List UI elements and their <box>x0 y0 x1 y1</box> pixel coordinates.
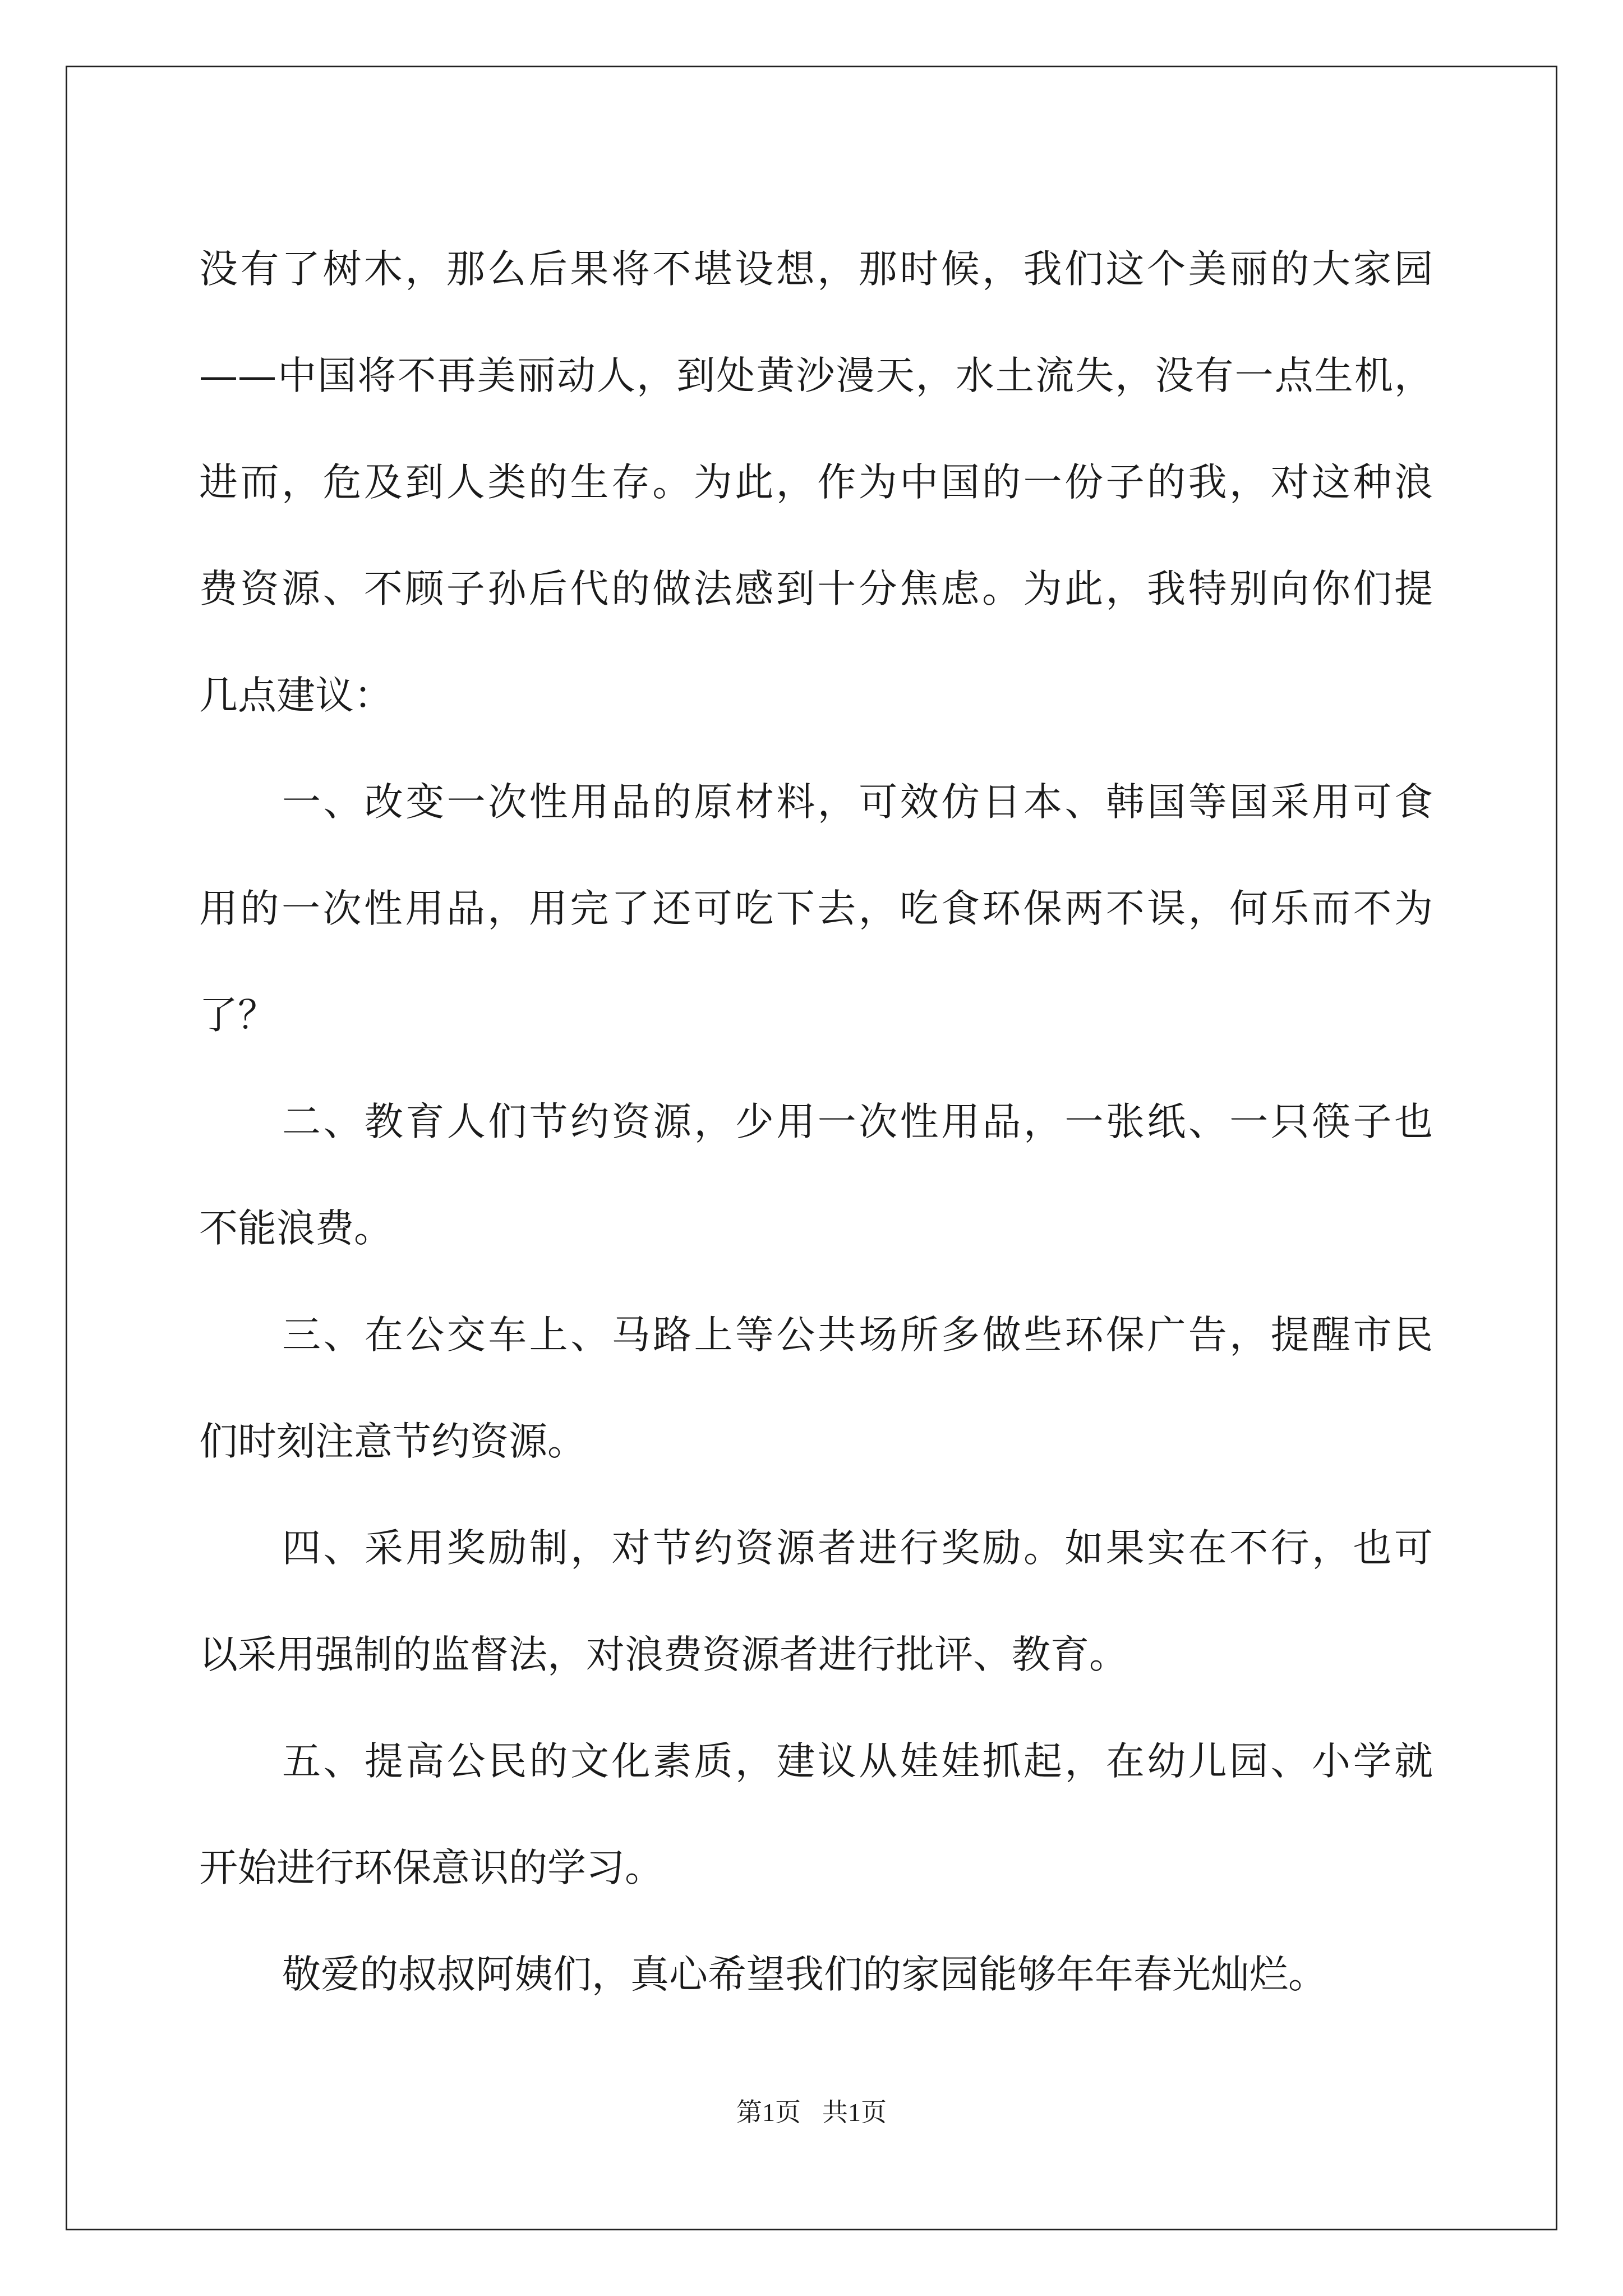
text-line: ——中国将不再美丽动人，到处黄沙漫天，水土流失，没有一点生机， <box>199 353 1433 398</box>
page-number: 第1页 <box>736 2098 801 2127</box>
page-footer <box>0 2097 1623 2128</box>
text-line: 费资源、不顾子孙后代的做法感到十分焦虑。为此，我特别向你们提 <box>199 567 1433 611</box>
text-line: 以采用强制的监督法，对浪费资源者进行批评、教育。 <box>199 1632 1128 1677</box>
text-line: 进而，危及到人类的生存。为此，作为中国的一份子的我，对这种浪 <box>199 460 1433 505</box>
text-line: 开始进行环保意识的学习。 <box>199 1846 663 1890</box>
suggestion-3-line: 三、在公交车上、马路上等公共场所多做些环保广告，提醒市民 <box>282 1313 1433 1358</box>
document-body <box>199 216 1433 2028</box>
text-line: 们时刻注意节约资源。 <box>199 1419 586 1464</box>
text-line: 用的一次性用品，用完了还可吃下去，吃食环保两不误，何乐而不为 <box>199 886 1433 931</box>
suggestion-5-line: 五、提高公民的文化素质，建议从娃娃抓起，在幼儿园、小学就 <box>282 1739 1433 1784</box>
text-line: 不能浪费。 <box>199 1206 393 1251</box>
suggestion-1-line: 一、改变一次性用品的原材料，可效仿日本、韩国等国采用可食 <box>282 780 1433 825</box>
closing-line: 敬爱的叔叔阿姨们，真心希望我们的家园能够年年春光灿烂。 <box>282 1952 1327 1997</box>
text-line: 没有了树木，那么后果将不堪设想，那时候，我们这个美丽的大家园 <box>199 247 1433 292</box>
page-total: 共1页 <box>822 2098 887 2127</box>
text-line: 几点建议： <box>199 673 393 718</box>
suggestion-4-line: 四、采用奖励制，对节约资源者进行奖励。如果实在不行，也可 <box>282 1526 1433 1571</box>
text-line: 了？ <box>199 993 276 1038</box>
suggestion-2-line: 二、教育人们节约资源，少用一次性用品，一张纸、一只筷子也 <box>282 1099 1433 1144</box>
